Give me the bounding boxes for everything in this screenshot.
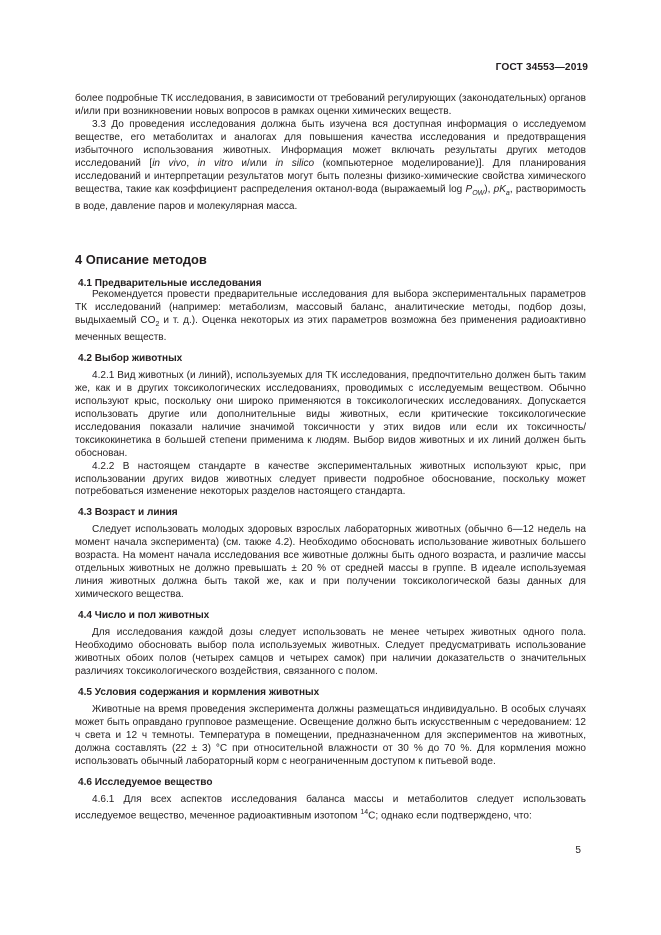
isotope-superscript: 14 bbox=[360, 808, 369, 816]
paragraph-intro-continuation: более подробные ТК исследования, в зависимости от требований регулирующих (законодательных) органов и/или при возникновении новых вопросов в рамках оценки химических веществ. bbox=[75, 93, 586, 117]
standard-number-header: ГОСТ 34553—2019 bbox=[495, 62, 588, 73]
formula-symbol: pK bbox=[493, 184, 506, 196]
paragraph-4-2-1: 4.2.1 Вид животных (и линий), используемых для ТК исследования, предпочтительно должен быть таким же, как и в других токсикологических исследованиях, проводимых с исследуемым веществом. Обычно используют крыс, поскольку они широко применяются в токсикологических исследованиях. Допускается использовать другие или дополнительные виды животных, если критические токсикологические исследования показали наличие значимой токсичности у этих видов или если их токсичность/токсикокинетика в большей степени применима к людям. Выбор видов животных и их линий должен быть обоснован. bbox=[75, 369, 586, 459]
subsection-title-4-5: 4.5 Условия содержания и кормления животных bbox=[78, 686, 320, 698]
formula-subscript: OW bbox=[472, 190, 485, 198]
text-run-italic: in vitro bbox=[197, 158, 233, 170]
paragraph-4-4: Для исследования каждой дозы следует использовать не менее четырех животных одного пола. Необходимо обосновать выбор пола используемых животных. Следует предусматривать использование животных обоих полов (четырех самцов и четырех самок) при наличии доказательств о значительных различиях токсикологического воздействия, связанного с полом. bbox=[75, 627, 586, 677]
text-run: и/или bbox=[232, 158, 276, 170]
paragraph-4-3: Следует использовать молодых здоровых взрослых лабораторных животных (обычно 6—12 недель на момент начала эксперимента) (см. также 4.2). Необходимо обосновать использование животных большего возраста. На момент начала исследования все животные должны быть одного возраста, и различие массы отдельных животных не должно превышать ± 20 % от средней массы в группе. В идеале используемая линия животных должна быть такой же, как и при получении токсикологической базы данных для химического вещества. bbox=[75, 524, 586, 601]
text-run-italic: in vivo bbox=[152, 158, 187, 170]
paragraph-3-3 bbox=[75, 119, 586, 214]
subsection-title-4-4: 4.4 Число и пол животных bbox=[78, 610, 210, 622]
formula-subscript: a bbox=[505, 190, 510, 198]
text-run: (компьютерное моделирование)]. Для планирования исследований и интерпретации результатов могут быть полезны физико-химические свойства химического вещества, такие как коэффициент распределения октанол-вода (выражаемый log bbox=[75, 158, 586, 196]
subsection-title-4-2: 4.2 Выбор животных bbox=[78, 352, 183, 364]
paragraph-4-6-1 bbox=[75, 794, 586, 823]
text-run-italic: in silico bbox=[275, 158, 315, 170]
text-run: , растворимость в воде, давление паров и молекулярная масса. bbox=[75, 184, 587, 213]
text-run: С; однако если подтверждено, что: bbox=[368, 810, 532, 822]
text-run: ), bbox=[484, 184, 494, 196]
paragraph-4-5: Животные на время проведения эксперимента должны размещаться индивидуально. В особых случаях может быть оправдано групповое размещение. Освещение должно быть искусственным с чередованием: 12 ч света и 12 ч темноты. Температура в помещении, предназначенном для экспериментов на животных, должна составлять (22 ± 3) °С при относительной влажности от 30 % до 70 %. Для кормления можно использовать обычный лабораторный корм с неограниченным доступом к питьевой воде. bbox=[75, 703, 586, 767]
formula-symbol: P bbox=[465, 184, 473, 196]
text-run: 3.3 До проведения исследования должна быть изучена вся доступная информация о исследуемом веществе, его метаболитах и аналогах для повышения качества исследования и предотвращения избыточного использования животных. Информация может включать результаты других методов исследований [ bbox=[75, 119, 586, 170]
subsection-title-4-6: 4.6 Исследуемое вещество bbox=[78, 776, 213, 788]
subsection-title-4-1: 4.1 Предварительные исследования bbox=[78, 278, 262, 290]
text-run: Рекомендуется провести предварительные исследования для выбора экспериментальных параметров ТК исследований (например: метаболизм, массовый баланс, аналитические методы, подбор дозы, выдыхаемый CO bbox=[75, 289, 586, 326]
section-title-4: 4 Описание методов bbox=[75, 252, 207, 268]
main-content bbox=[75, 93, 586, 823]
paragraph-4-1 bbox=[75, 289, 586, 345]
text-run: , bbox=[186, 158, 198, 170]
formula-subscript: 2 bbox=[155, 320, 160, 328]
paragraph-4-2-2: 4.2.2 В настоящем стандарте в качестве экспериментальных животных используют крыс, при использовании других видов животных следует привести подробное обоснование, поскольку может потребоваться изменение некоторых разделов настоящего стандарта. bbox=[75, 460, 586, 498]
subsection-title-4-3: 4.3 Возраст и линия bbox=[78, 507, 178, 519]
page-number: 5 bbox=[575, 845, 581, 856]
text-run: 4.6.1 Для всех аспектов исследования баланса массы и метаболитов следует использовать исследуемое вещество, меченное радиоактивным изотопом bbox=[75, 793, 586, 822]
text-run: и т. д.). Оценка некоторых из этих параметров возможна без применения радиоактивно меченных веществ. bbox=[75, 314, 586, 343]
